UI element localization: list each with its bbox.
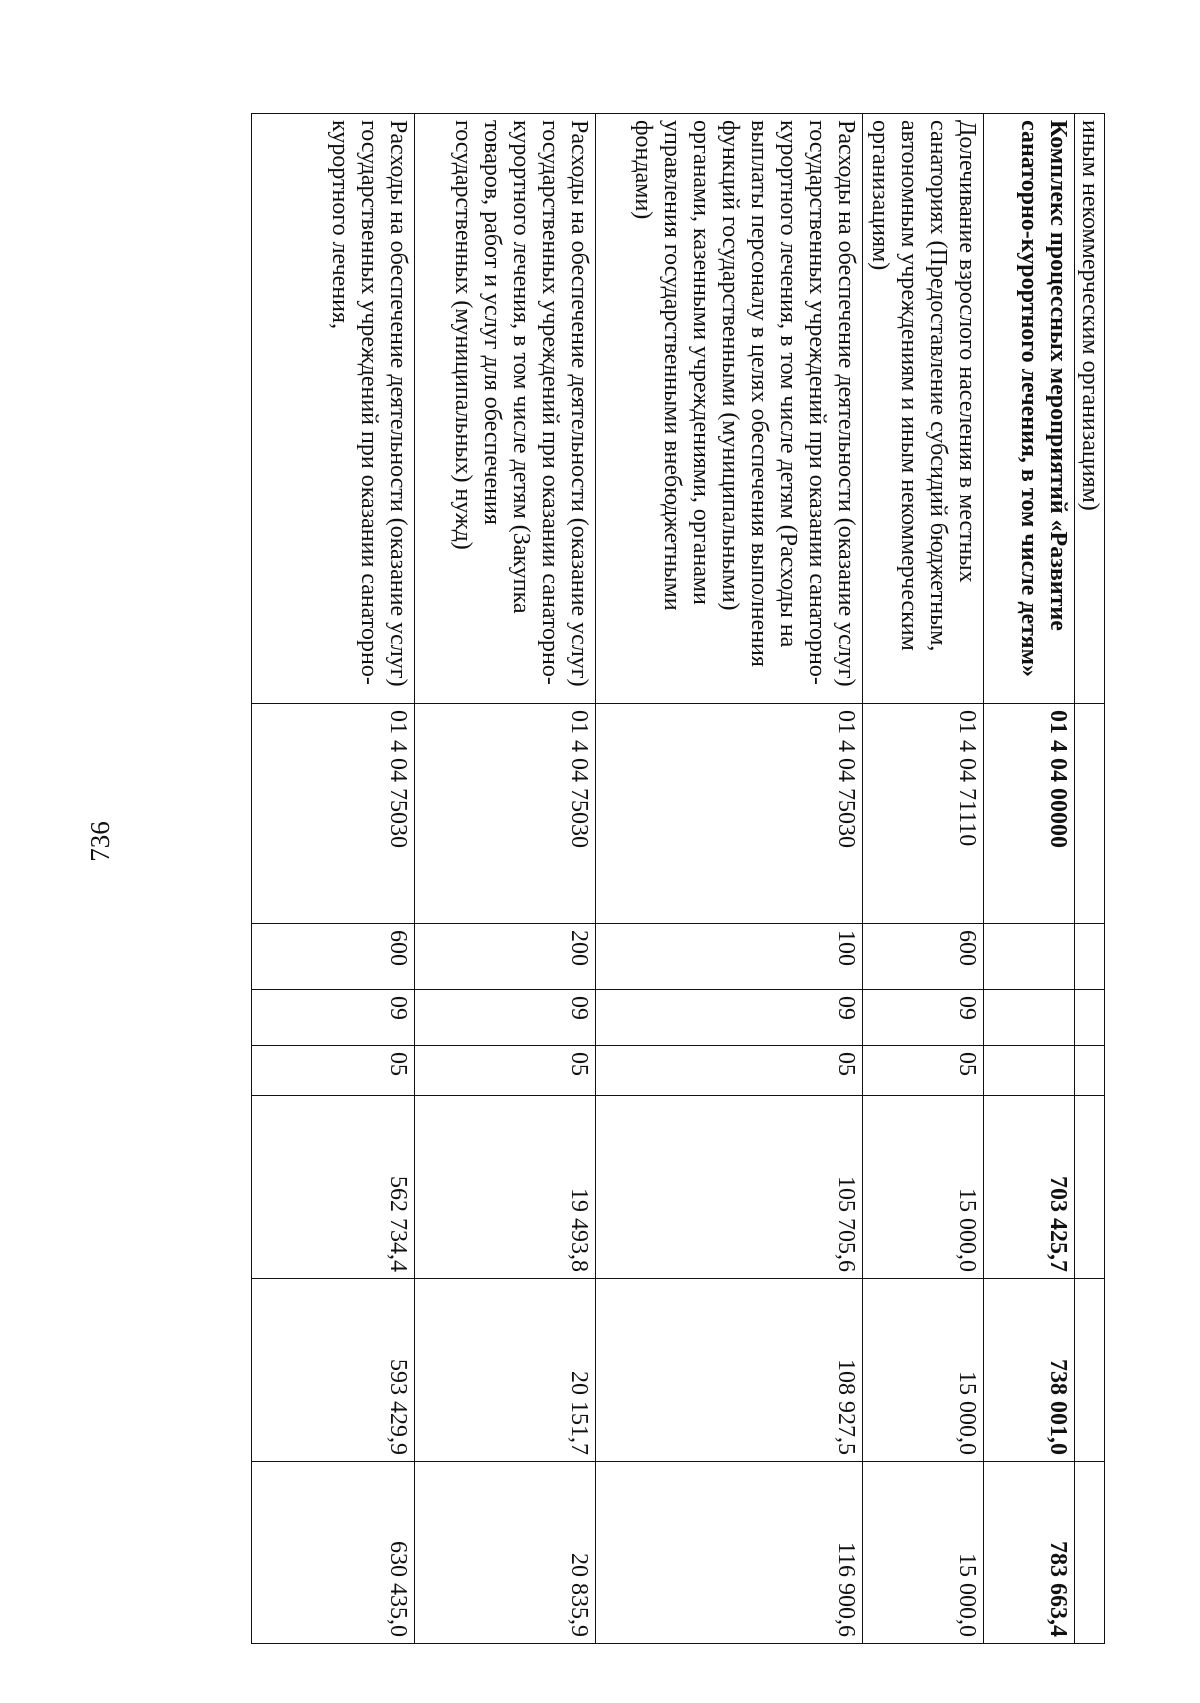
row-amount-year-1: 15 000,0 <box>863 1096 984 1279</box>
row-target-code: 01 4 04 75030 <box>415 704 596 924</box>
row-expense-type <box>984 924 1075 990</box>
budget-table-container <box>200 113 1105 1643</box>
row-subsection: 05 <box>415 1046 596 1096</box>
row-amount-year-2: 593 429,9 <box>252 1279 415 1462</box>
row-subsection: 05 <box>863 1046 984 1096</box>
row-amount-year-3 <box>1075 1462 1105 1644</box>
row-expense-type: 600 <box>252 924 415 990</box>
row-section: 09 <box>415 990 596 1046</box>
row-section: 09 <box>252 990 415 1046</box>
row-target-code <box>1075 704 1105 924</box>
row-subsection <box>984 1046 1075 1096</box>
row-expense-type: 100 <box>596 924 863 990</box>
row-amount-year-1: 105 705,6 <box>596 1096 863 1279</box>
row-amount-year-1: 562 734,4 <box>252 1096 415 1279</box>
row-amount-year-3: 15 000,0 <box>863 1462 984 1644</box>
row-target-code: 01 4 04 71110 <box>863 704 984 924</box>
row-subsection <box>1075 1046 1105 1096</box>
row-target-code: 01 4 04 75030 <box>596 704 863 924</box>
budget-table <box>251 113 1105 1644</box>
row-amount-year-2 <box>1075 1279 1105 1462</box>
row-name: Расходы на обеспечение деятельности (оказание услуг) государственных учреждений при оказании санаторно-курортного лечения, в том числе детям (Расходы на выплаты персоналу в целях обеспечения выполнения функций государственными (муниципальными) органами, казенными учреждениями, органами управления государственными внебюджетными фондами) <box>596 114 863 704</box>
row-name: иным некоммерческим организациям) <box>1075 114 1105 704</box>
row-target-code: 01 4 04 00000 <box>984 704 1075 924</box>
row-amount-year-3: 116 900,6 <box>596 1462 863 1644</box>
table-row <box>415 114 596 1644</box>
row-amount-year-3: 783 663,4 <box>984 1462 1075 1644</box>
page-number: 736 <box>84 821 115 862</box>
row-expense-type: 200 <box>415 924 596 990</box>
row-section <box>984 990 1075 1046</box>
row-section: 09 <box>596 990 863 1046</box>
row-amount-year-2: 20 151,7 <box>415 1279 596 1462</box>
row-section: 09 <box>863 990 984 1046</box>
row-amount-year-1 <box>1075 1096 1105 1279</box>
row-name: Долечивание взрослого населения в местных санаториях (Предоставление субсидий бюджетным, автономным учреждениям и иным некоммерческим организациям) <box>863 114 984 704</box>
row-amount-year-2: 738 001,0 <box>984 1279 1075 1462</box>
row-name: Расходы на обеспечение деятельности (оказание услуг) государственных учреждений при оказании санаторно-курортного лечения, <box>252 114 415 704</box>
row-expense-type: 600 <box>863 924 984 990</box>
row-amount-year-3: 20 835,9 <box>415 1462 596 1644</box>
row-expense-type <box>1075 924 1105 990</box>
table-row <box>596 114 863 1644</box>
row-amount-year-2: 108 927,5 <box>596 1279 863 1462</box>
table-row <box>984 114 1075 1644</box>
row-subsection: 05 <box>596 1046 863 1096</box>
table-row <box>252 114 415 1644</box>
row-subsection: 05 <box>252 1046 415 1096</box>
row-amount-year-3: 630 435,0 <box>252 1462 415 1644</box>
row-amount-year-1: 703 425,7 <box>984 1096 1075 1279</box>
row-name: Расходы на обеспечение деятельности (оказание услуг) государственных учреждений при оказании санаторно-курортного лечения, в том числе детям (Закупка товаров, работ и услуг для обеспечения государственных (муниципальных) нужд) <box>415 114 596 704</box>
row-amount-year-2: 15 000,0 <box>863 1279 984 1462</box>
row-section <box>1075 990 1105 1046</box>
row-amount-year-1: 19 493,8 <box>415 1096 596 1279</box>
table-row <box>1075 114 1105 1644</box>
row-target-code: 01 4 04 75030 <box>252 704 415 924</box>
table-row <box>863 114 984 1644</box>
row-name: Комплекс процессных мероприятий «Развитие санаторно-курортного лечения, в том числе детям» <box>984 114 1075 704</box>
